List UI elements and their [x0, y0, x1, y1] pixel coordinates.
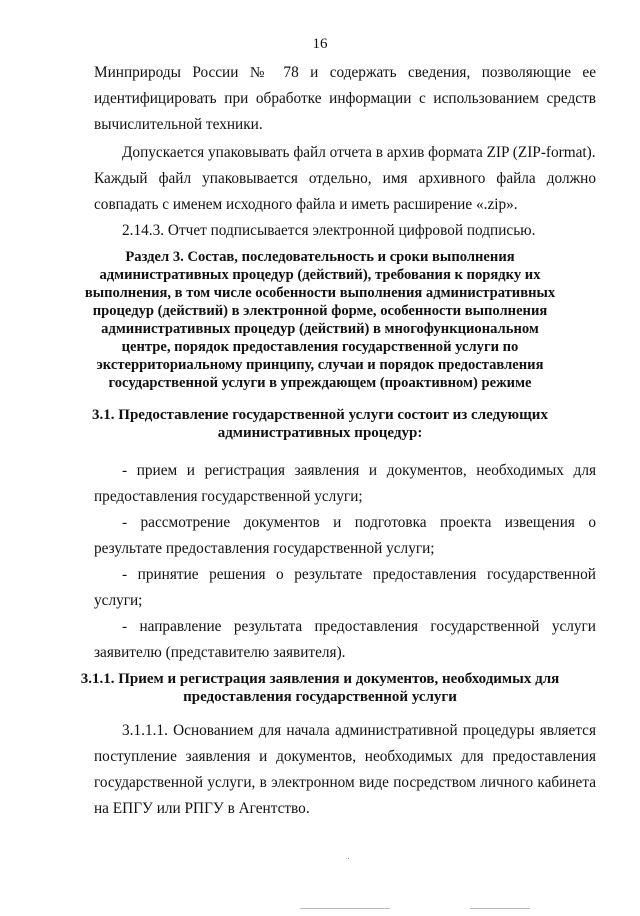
zip-line-1: Допускается упаковывать файл отчета в архив формата ZIP (ZIP-format). — [122, 144, 596, 161]
list-item-2-line-2: результате предоставления государственной услуги; — [94, 540, 435, 557]
section-3-heading-line: государственной услуги в упреждающем (проактивном) режиме — [108, 375, 532, 391]
list-item-2-line-1: - рассмотрение документов и подготовка проекта извещения о — [122, 514, 596, 531]
list-item-4-line-2: заявителю (представителю заявителя). — [94, 644, 346, 661]
list-item-1-line-1: - прием и регистрация заявления и документов, необходимых для — [122, 462, 596, 479]
zip-line-2: Каждый файл упаковывается отдельно, имя архивного файла должно — [94, 170, 596, 187]
section-3-heading-line: центре, порядок предоставления государственной услуги по — [121, 339, 519, 355]
section-3-heading-line: административных процедур (действий), требования к порядку их — [99, 267, 541, 283]
heading-3-1-1-line: 3.1.1. Прием и регистрация заявления и документов, необходимых для — [80, 671, 560, 687]
scan-speck — [300, 908, 390, 909]
intro-line-1: Минприроды России № 78 и содержать сведения, позволяющие ее — [94, 64, 596, 81]
section-3-heading-line: процедур (действий) в электронной форме, особенности выполнения — [92, 303, 548, 319]
intro-line-3: вычислительной техники. — [94, 116, 263, 133]
list-item-4-line-1: - направление результата предоставления государственной услуги — [122, 618, 596, 635]
scan-speck — [348, 858, 349, 859]
heading-3-1-line: 3.1. Предоставление государственной услуги состоит из следующих — [92, 407, 548, 423]
section-3-heading-line: Раздел 3. Состав, последовательность и сроки выполнения — [125, 249, 515, 265]
page-number: 16 — [312, 36, 328, 52]
paragraph-3-1-1-1-line-3: государственной услуги, в электронном виде посредством личного кабинета — [94, 774, 596, 791]
section-3-heading-line: экстерриториальному принципу, случаи и порядок предоставления — [96, 357, 544, 373]
paragraph-3-1-1-1-line-1: 3.1.1.1. Основанием для начала административной процедуры является — [122, 722, 596, 739]
zip-line-3: совпадать с именем исходного файла и иметь расширение «.zip». — [94, 196, 518, 213]
section-3-heading-line: административных процедур (действий) в многофункциональном — [101, 321, 539, 337]
paragraph-3-1-1-1-line-2: поступление заявления и документов, необходимых для предоставления — [94, 748, 596, 765]
section-3-heading-line: выполнения, в том числе особенности выполнения административных — [84, 285, 556, 301]
intro-line-2: идентифицировать при обработке информации с использованием средств — [94, 90, 596, 107]
heading-3-1-line: административных процедур: — [217, 425, 423, 441]
paragraph-3-1-1-1-line-4: на ЕПГУ или РПГУ в Агентство. — [94, 800, 310, 817]
scan-speck — [470, 908, 530, 909]
list-item-3-line-2: услуги; — [94, 592, 143, 609]
list-item-3-line-1: - принятие решения о результате предоставления государственной — [122, 566, 596, 583]
heading-3-1-1-line: предоставления государственной услуги — [183, 689, 457, 705]
signature-paragraph: 2.14.3. Отчет подписывается электронной цифровой подписью. — [122, 222, 536, 239]
list-item-1-line-2: предоставления государственной услуги; — [94, 488, 363, 505]
